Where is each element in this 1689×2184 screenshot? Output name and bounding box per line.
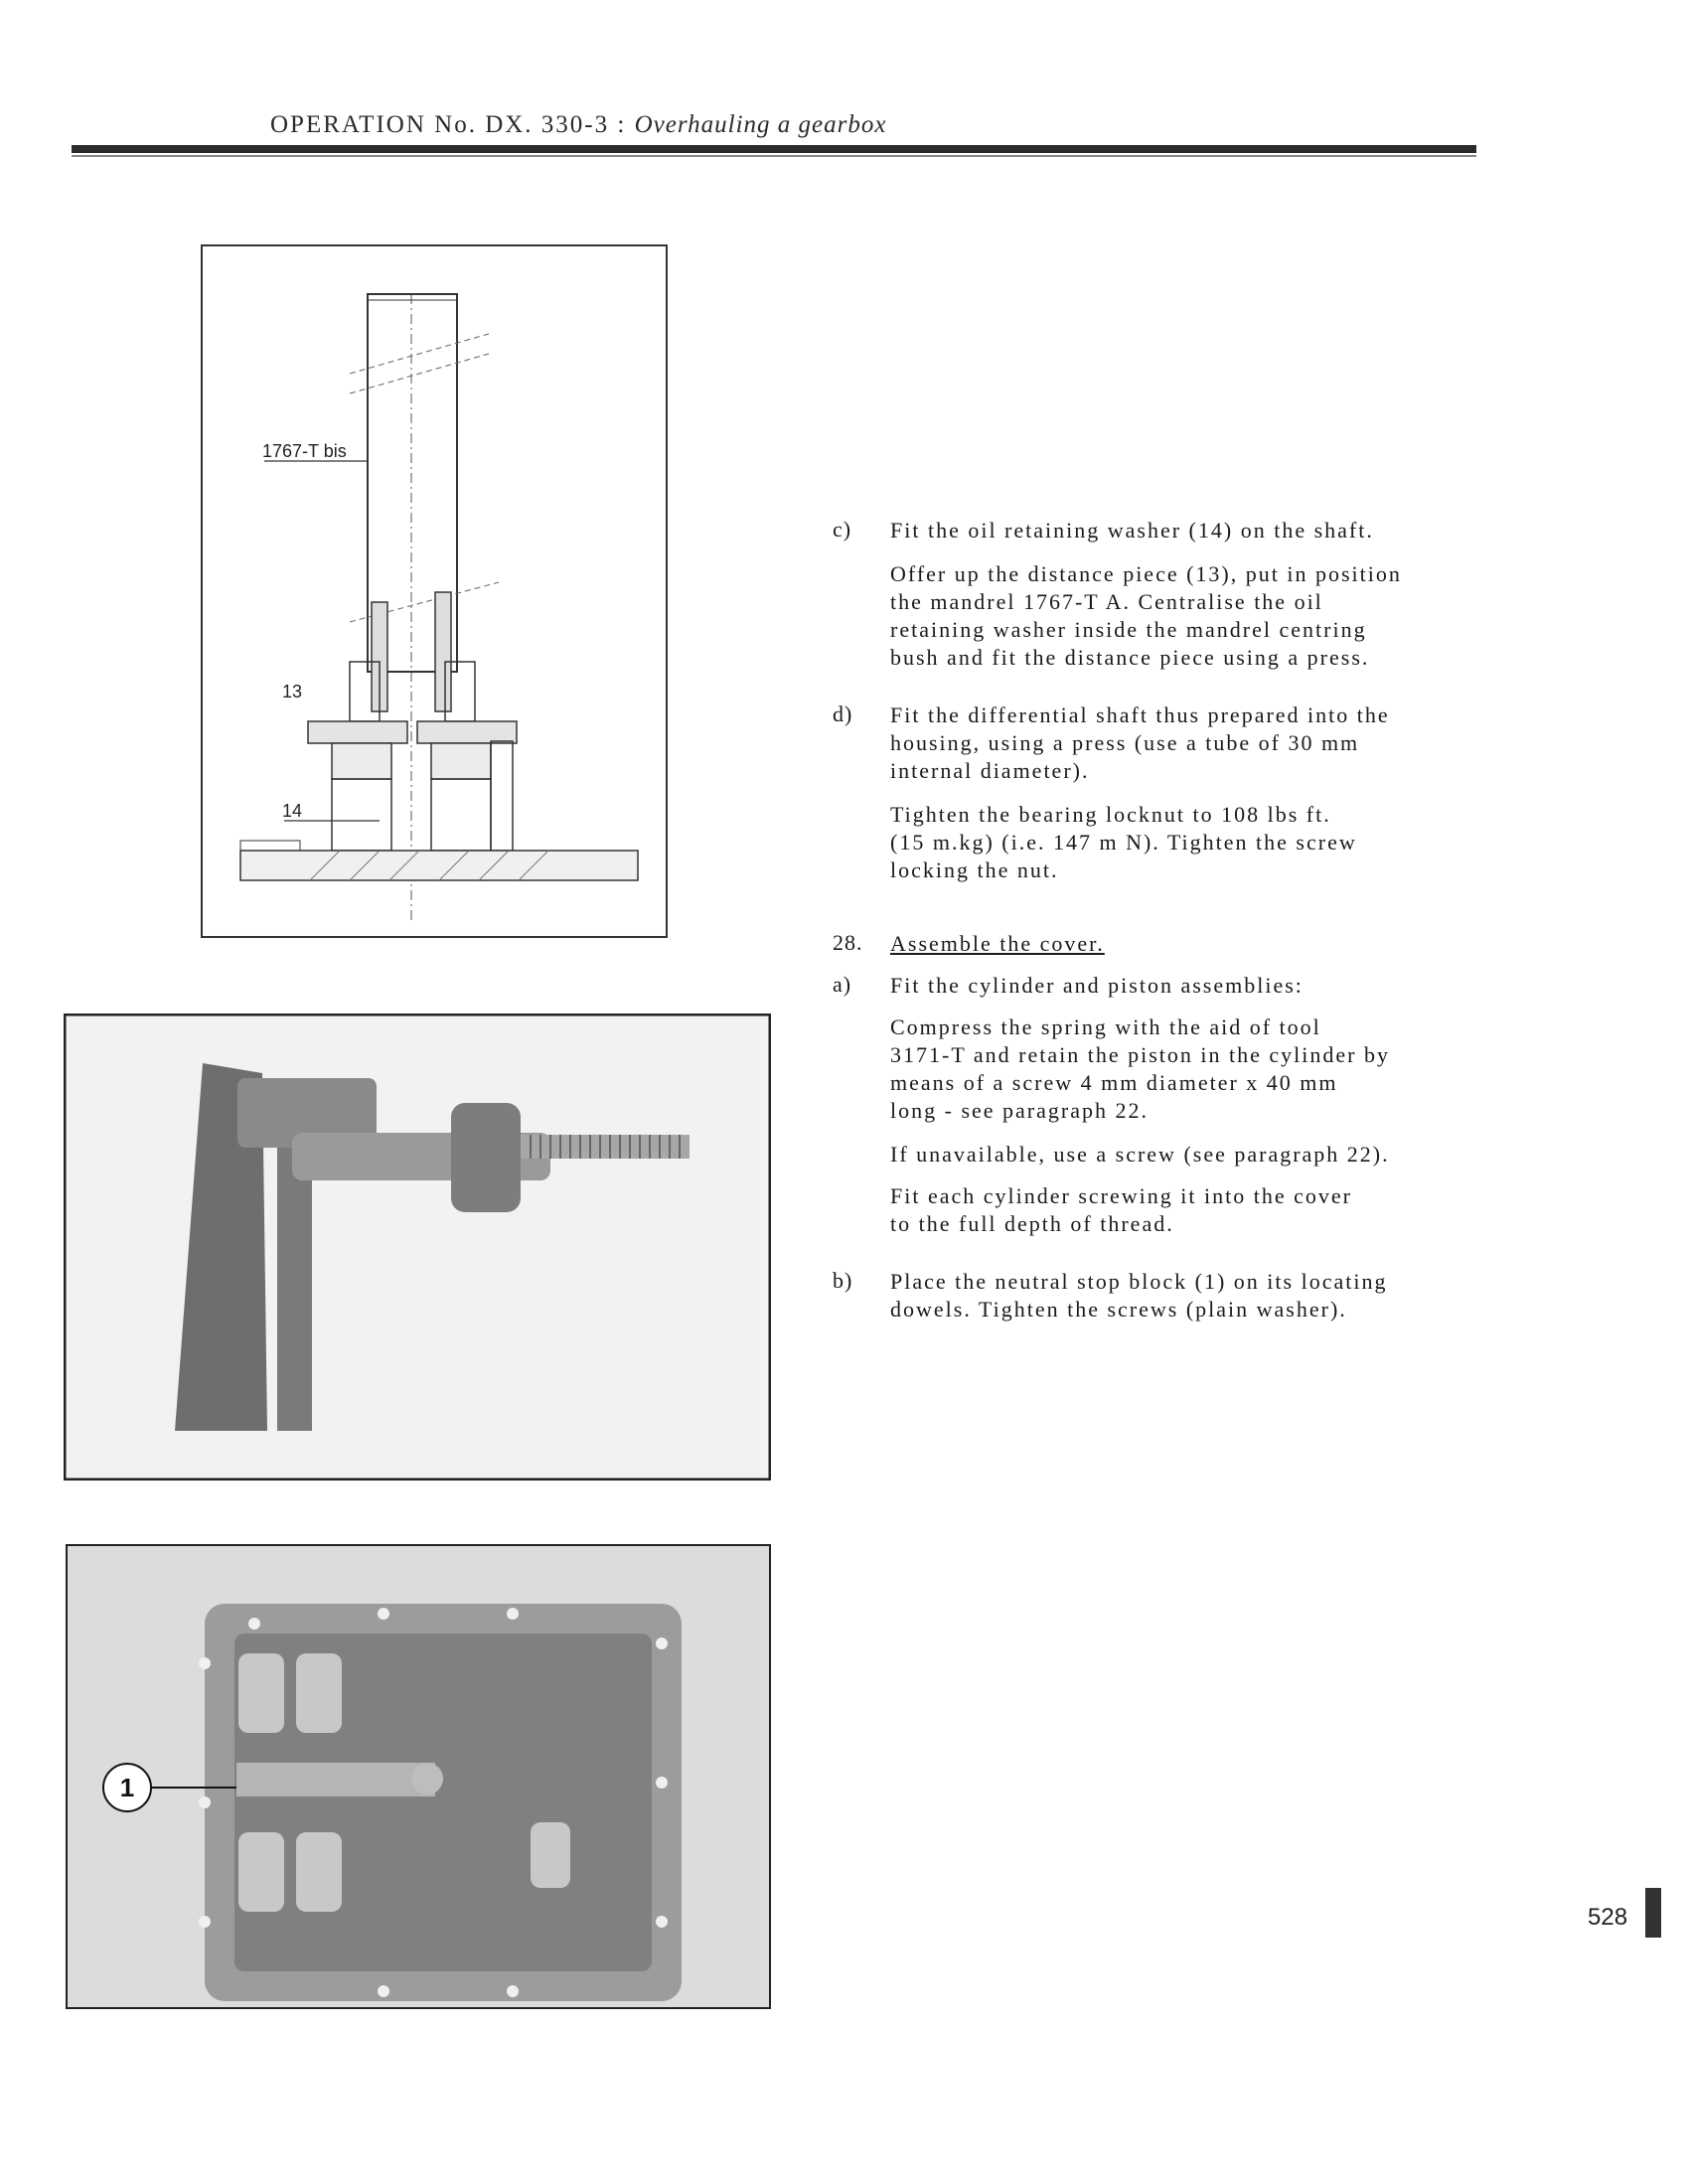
step-text: Fit the differential shaft thus prepared into the housing, using a press (use a tube of 30 mm internal diameter). — [890, 702, 1390, 783]
step-a-detail-1 — [833, 1014, 1488, 1125]
step-text: Assemble the cover. — [890, 931, 1105, 956]
step-a — [833, 972, 1488, 1000]
operation-number: OPERATION No. DX. 330-3 — [270, 111, 610, 138]
tool-photo-svg — [64, 1014, 771, 1481]
step-text: Place the neutral stop block (1) on its locating dowels. Tighten the screws (plain washer). — [890, 1269, 1388, 1322]
header-rule — [72, 145, 1476, 153]
step-text: Fit each cylinder screwing it into the cover to the full depth of thread. — [890, 1183, 1352, 1236]
page-tab-marker — [1645, 1888, 1661, 1938]
page-number: 528 — [1588, 1904, 1628, 1931]
step-d-detail — [833, 801, 1488, 884]
header-rule-thin — [72, 155, 1476, 157]
step-label: d) — [833, 702, 853, 726]
step-label: 28. — [833, 930, 863, 955]
step-text: Offer up the distance piece (13), put in position the mandrel 1767-T A. Centralise the oil retaining washer inside the mandrel centring bush and fit the distance piece using a press. — [890, 561, 1402, 670]
drawing-label-mandrel: 1767-T bis — [262, 441, 347, 461]
drawing-svg — [201, 244, 668, 938]
step-c — [833, 517, 1488, 545]
step-text: Fit the oil retaining washer (14) on the shaft. — [890, 518, 1374, 543]
drawing-label-14: 14 — [282, 801, 303, 821]
step-text: Tighten the bearing locknut to 108 lbs ft. (15 m.kg) (i.e. 147 m N). Tighten the screw locking the nut. — [890, 802, 1357, 882]
step-d — [833, 702, 1488, 785]
step-label: c) — [833, 517, 852, 542]
technical-drawing — [201, 244, 668, 938]
page-header — [270, 111, 886, 139]
step-a-detail-3 — [833, 1182, 1488, 1238]
step-c-detail — [833, 560, 1488, 672]
drawing-label-13: 13 — [282, 682, 303, 702]
step-a-detail-2 — [833, 1141, 1488, 1169]
operation-title: Overhauling a gearbox — [634, 111, 887, 138]
step-label: b) — [833, 1268, 853, 1293]
step-text: Fit the cylinder and piston assemblies: — [890, 973, 1304, 998]
callout-1: 1 — [119, 1773, 135, 1802]
step-28 — [833, 930, 1488, 958]
step-text: If unavailable, use a screw (see paragraph 22). — [890, 1142, 1390, 1167]
cover-photo-svg — [66, 1544, 771, 2009]
tool-photo — [64, 1014, 771, 1481]
cover-photo — [66, 1544, 771, 2009]
header-separator: : — [617, 111, 627, 138]
step-label: a) — [833, 972, 852, 997]
step-text: Compress the spring with the aid of tool 3171-T and retain the piston in the cylinder by means of a screw 4 mm diameter x 40 mm long - see paragraph 22. — [890, 1014, 1390, 1123]
step-b — [833, 1268, 1488, 1324]
